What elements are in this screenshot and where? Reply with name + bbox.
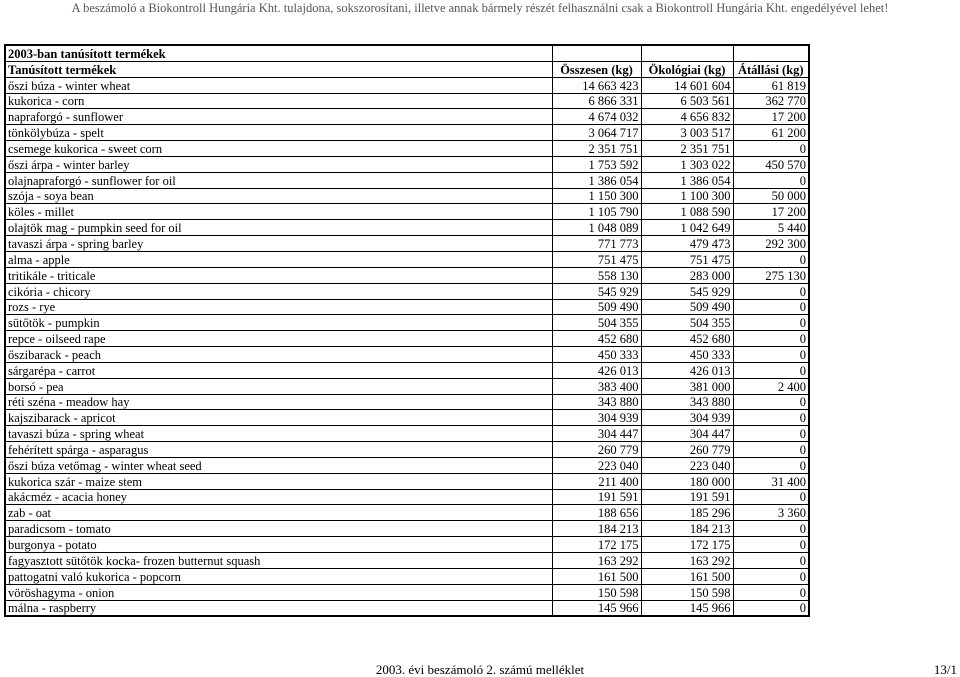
- organic-kg: 191 591: [641, 489, 733, 505]
- organic-kg: 479 473: [641, 236, 733, 252]
- conversion-kg: 61 200: [733, 125, 809, 141]
- organic-kg: 3 003 517: [641, 125, 733, 141]
- table-row: [5, 283, 809, 299]
- certified-products-table: [4, 44, 810, 617]
- table-row: [5, 172, 809, 188]
- organic-kg: 504 355: [641, 315, 733, 331]
- table-row: [5, 77, 809, 93]
- conversion-kg: 0: [733, 347, 809, 363]
- page-number: 13/1: [933, 662, 957, 677]
- organic-kg: 1 386 054: [641, 172, 733, 188]
- table-row: [5, 315, 809, 331]
- table-row: [5, 109, 809, 125]
- conversion-kg: 0: [733, 394, 809, 410]
- total-kg: 1 048 089: [552, 220, 641, 236]
- total-kg: 504 355: [552, 315, 641, 331]
- product-name: sárgarépa - carrot: [5, 362, 552, 378]
- organic-kg: 509 490: [641, 299, 733, 315]
- table-row: [5, 505, 809, 521]
- conversion-kg: 0: [733, 568, 809, 584]
- table-row: [5, 410, 809, 426]
- conversion-kg: 3 360: [733, 505, 809, 521]
- total-kg: 383 400: [552, 378, 641, 394]
- column-header-organic: Ökológiai (kg): [641, 61, 733, 77]
- conversion-kg: 0: [733, 410, 809, 426]
- product-name: őszi árpa - winter barley: [5, 156, 552, 172]
- product-name: kukorica szár - maize stem: [5, 473, 552, 489]
- total-kg: 1 150 300: [552, 188, 641, 204]
- product-name: szója - soya bean: [5, 188, 552, 204]
- copyright-notice: A beszámoló a Biokontroll Hungária Kht. tulajdona, sokszorosítani, illetve annak bármely részét felhasználni csak a Biokontroll Hungária Kht. engedélyével lehet!: [71, 1, 889, 15]
- organic-kg: 1 088 590: [641, 204, 733, 220]
- organic-kg: 304 939: [641, 410, 733, 426]
- conversion-kg: 0: [733, 331, 809, 347]
- product-name: málna - raspberry: [5, 600, 552, 616]
- table-title: 2003-ban tanúsított termékek: [5, 45, 552, 61]
- conversion-kg: 0: [733, 362, 809, 378]
- product-name: őszibarack - peach: [5, 347, 552, 363]
- product-name: tönkölybúza - spelt: [5, 125, 552, 141]
- organic-kg: 163 292: [641, 553, 733, 569]
- product-name: paradicsom - tomato: [5, 521, 552, 537]
- organic-kg: 545 929: [641, 283, 733, 299]
- total-kg: 161 500: [552, 568, 641, 584]
- total-kg: 304 939: [552, 410, 641, 426]
- product-name: pattogatni való kukorica - popcorn: [5, 568, 552, 584]
- total-kg: 426 013: [552, 362, 641, 378]
- table-row: [5, 584, 809, 600]
- total-kg: 191 591: [552, 489, 641, 505]
- organic-kg: 751 475: [641, 251, 733, 267]
- organic-kg: 450 333: [641, 347, 733, 363]
- conversion-kg: 0: [733, 299, 809, 315]
- table-row: [5, 600, 809, 616]
- total-kg: 4 674 032: [552, 109, 641, 125]
- product-name: fehérített spárga - asparagus: [5, 442, 552, 458]
- total-kg: 2 351 751: [552, 141, 641, 157]
- conversion-kg: 0: [733, 141, 809, 157]
- column-header-total: Összesen (kg): [552, 61, 641, 77]
- table-row: [5, 378, 809, 394]
- organic-kg: 14 601 604: [641, 77, 733, 93]
- product-name: köles - millet: [5, 204, 552, 220]
- total-kg: 184 213: [552, 521, 641, 537]
- table-row: [5, 362, 809, 378]
- product-name: csemege kukorica - sweet corn: [5, 141, 552, 157]
- conversion-kg: 0: [733, 457, 809, 473]
- column-header-product: Tanúsított termékek: [5, 61, 552, 77]
- table-row: [5, 204, 809, 220]
- table-row: [5, 251, 809, 267]
- total-kg: 163 292: [552, 553, 641, 569]
- conversion-kg: 0: [733, 315, 809, 331]
- product-name: burgonya - potato: [5, 537, 552, 553]
- organic-kg: 185 296: [641, 505, 733, 521]
- conversion-kg: 0: [733, 251, 809, 267]
- conversion-kg: 275 130: [733, 267, 809, 283]
- table-row: [5, 141, 809, 157]
- total-kg: 751 475: [552, 251, 641, 267]
- organic-kg: 172 175: [641, 537, 733, 553]
- table-row: [5, 236, 809, 252]
- total-kg: 545 929: [552, 283, 641, 299]
- table-row: [5, 220, 809, 236]
- conversion-kg: 5 440: [733, 220, 809, 236]
- table-row: [5, 299, 809, 315]
- product-name: akácméz - acacia honey: [5, 489, 552, 505]
- organic-kg: 223 040: [641, 457, 733, 473]
- conversion-kg: 31 400: [733, 473, 809, 489]
- organic-kg: 1 100 300: [641, 188, 733, 204]
- table-row: [5, 521, 809, 537]
- product-name: vöröshagyma - onion: [5, 584, 552, 600]
- table-row: [5, 188, 809, 204]
- product-name: repce - oilseed rape: [5, 331, 552, 347]
- table-row: [5, 489, 809, 505]
- conversion-kg: 17 200: [733, 109, 809, 125]
- product-name: tavaszi árpa - spring barley: [5, 236, 552, 252]
- total-kg: 509 490: [552, 299, 641, 315]
- table-title-row: [5, 45, 809, 61]
- organic-kg: 184 213: [641, 521, 733, 537]
- conversion-kg: 0: [733, 521, 809, 537]
- table-row: [5, 457, 809, 473]
- organic-kg: 180 000: [641, 473, 733, 489]
- conversion-kg: 0: [733, 553, 809, 569]
- conversion-kg: 0: [733, 442, 809, 458]
- table-row: [5, 347, 809, 363]
- total-kg: 172 175: [552, 537, 641, 553]
- total-kg: 771 773: [552, 236, 641, 252]
- total-kg: 452 680: [552, 331, 641, 347]
- total-kg: 558 130: [552, 267, 641, 283]
- product-name: kajszibarack - apricot: [5, 410, 552, 426]
- total-kg: 211 400: [552, 473, 641, 489]
- total-kg: 188 656: [552, 505, 641, 521]
- product-name: tavaszi búza - spring wheat: [5, 426, 552, 442]
- product-name: napraforgó - sunflower: [5, 109, 552, 125]
- conversion-kg: 0: [733, 537, 809, 553]
- conversion-kg: 50 000: [733, 188, 809, 204]
- organic-kg: 260 779: [641, 442, 733, 458]
- total-kg: 343 880: [552, 394, 641, 410]
- product-name: olajtök mag - pumpkin seed for oil: [5, 220, 552, 236]
- table-row: [5, 156, 809, 172]
- organic-kg: 304 447: [641, 426, 733, 442]
- table-row: [5, 442, 809, 458]
- organic-kg: 1 303 022: [641, 156, 733, 172]
- table-row: [5, 394, 809, 410]
- conversion-kg: 292 300: [733, 236, 809, 252]
- product-name: alma - apple: [5, 251, 552, 267]
- organic-kg: 381 000: [641, 378, 733, 394]
- total-kg: 304 447: [552, 426, 641, 442]
- organic-kg: 426 013: [641, 362, 733, 378]
- organic-kg: 150 598: [641, 584, 733, 600]
- conversion-kg: 0: [733, 172, 809, 188]
- conversion-kg: 0: [733, 489, 809, 505]
- organic-kg: 4 656 832: [641, 109, 733, 125]
- organic-kg: 161 500: [641, 568, 733, 584]
- table-row: [5, 267, 809, 283]
- organic-kg: 452 680: [641, 331, 733, 347]
- table-row: [5, 93, 809, 109]
- conversion-kg: 0: [733, 600, 809, 616]
- total-kg: 1 105 790: [552, 204, 641, 220]
- total-kg: 3 064 717: [552, 125, 641, 141]
- organic-kg: 2 351 751: [641, 141, 733, 157]
- conversion-kg: 0: [733, 426, 809, 442]
- product-name: tritikále - triticale: [5, 267, 552, 283]
- product-name: őszi búza - winter wheat: [5, 77, 552, 93]
- column-header-conversion: Átállási (kg): [733, 61, 809, 77]
- organic-kg: 343 880: [641, 394, 733, 410]
- conversion-kg: 2 400: [733, 378, 809, 394]
- product-name: borsó - pea: [5, 378, 552, 394]
- conversion-kg: 61 819: [733, 77, 809, 93]
- conversion-kg: 17 200: [733, 204, 809, 220]
- table-row: [5, 537, 809, 553]
- table-row: [5, 473, 809, 489]
- product-name: rozs - rye: [5, 299, 552, 315]
- total-kg: 260 779: [552, 442, 641, 458]
- footer-caption: 2003. évi beszámoló 2. számú melléklet: [375, 662, 585, 677]
- total-kg: 1 753 592: [552, 156, 641, 172]
- organic-kg: 145 966: [641, 600, 733, 616]
- organic-kg: 6 503 561: [641, 93, 733, 109]
- total-kg: 450 333: [552, 347, 641, 363]
- total-kg: 6 866 331: [552, 93, 641, 109]
- table-row: [5, 331, 809, 347]
- organic-kg: 1 042 649: [641, 220, 733, 236]
- conversion-kg: 362 770: [733, 93, 809, 109]
- product-name: cikória - chicory: [5, 283, 552, 299]
- product-name: sütőtök - pumpkin: [5, 315, 552, 331]
- table-row: [5, 426, 809, 442]
- total-kg: 1 386 054: [552, 172, 641, 188]
- product-name: réti széna - meadow hay: [5, 394, 552, 410]
- product-name: olajnapraforgó - sunflower for oil: [5, 172, 552, 188]
- product-name: őszi búza vetőmag - winter wheat seed: [5, 457, 552, 473]
- conversion-kg: 0: [733, 283, 809, 299]
- conversion-kg: 450 570: [733, 156, 809, 172]
- product-name: kukorica - corn: [5, 93, 552, 109]
- table-row: [5, 568, 809, 584]
- total-kg: 145 966: [552, 600, 641, 616]
- product-name: zab - oat: [5, 505, 552, 521]
- total-kg: 223 040: [552, 457, 641, 473]
- conversion-kg: 0: [733, 584, 809, 600]
- table-row: [5, 553, 809, 569]
- table-header-row: [5, 61, 809, 77]
- total-kg: 150 598: [552, 584, 641, 600]
- table-row: [5, 125, 809, 141]
- organic-kg: 283 000: [641, 267, 733, 283]
- total-kg: 14 663 423: [552, 77, 641, 93]
- product-name: fagyasztott sütőtök kocka- frozen butternut squash: [5, 553, 552, 569]
